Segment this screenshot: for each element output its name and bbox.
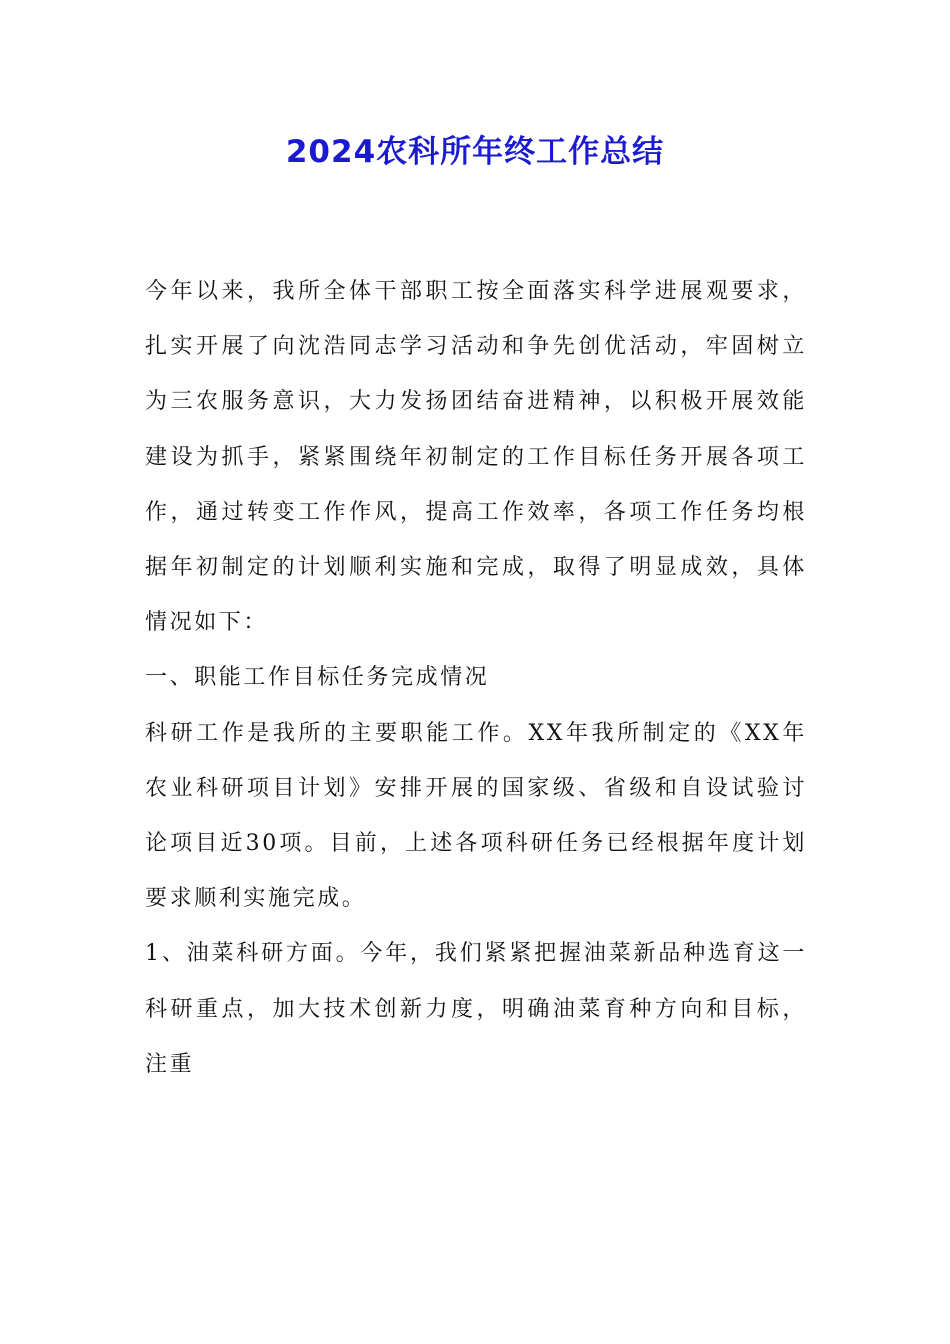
- paragraph-intro: 今年以来，我所全体干部职工按全面落实科学进展观要求，扎实开展了向沈浩同志学习活动和争先创优活动，牢固树立为三农服务意识，大力发扬团结奋进精神，以积极开展效能建设为抓手，紧紧围绕年初制定的工作目标任务开展各项工作，通过转变工作作风，提高工作效率，各项工作任务均根据年初制定的计划顺利实施和完成，取得了明显成效，具体情况如下：: [145, 279, 807, 636]
- section-heading: 一、职能工作目标任务完成情况: [145, 665, 490, 691]
- document-title: 2024农科所年终工作总结: [285, 134, 665, 170]
- paragraph-research: 科研工作是我所的主要职能工作。XX年我所制定的《XX年农业科研项目计划》安排开展的国家级、省级和自设试验讨论项目近30项。目前，上述各项科研任务已经根据年度计划要求顺利实施完成。: [145, 720, 807, 912]
- paragraph-rapeseed: 1、油菜科研方面。今年，我们紧紧把握油菜新品种选育这一科研重点，加大技术创新力度，明确油菜育种方向和目标，注重: [145, 941, 807, 1077]
- document-body: [145, 264, 807, 1092]
